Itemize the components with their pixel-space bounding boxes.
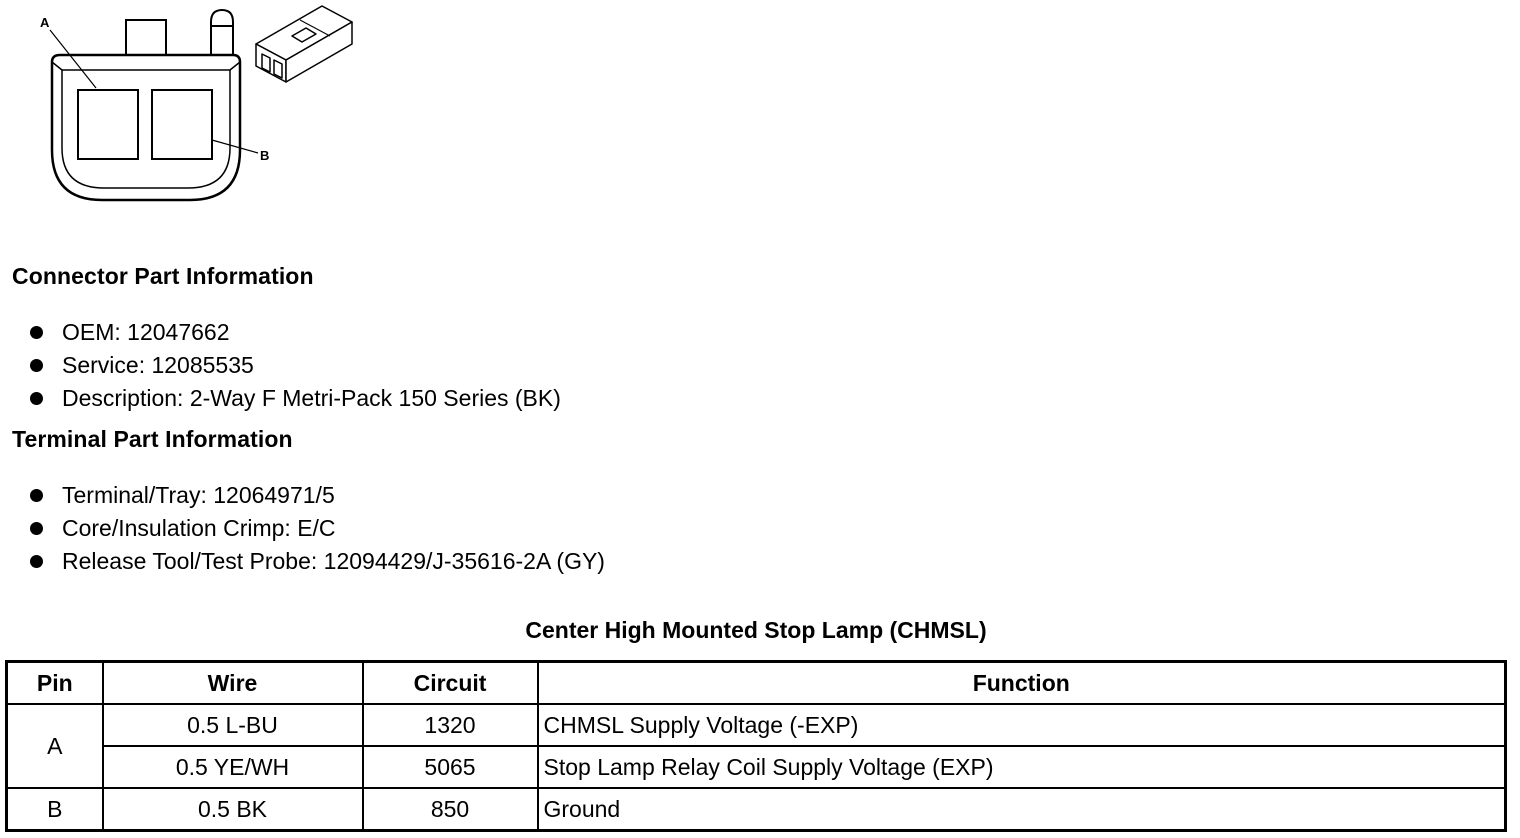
header-pin: Pin xyxy=(7,662,103,705)
connector-face-diagram xyxy=(0,0,400,230)
circuit-cell: 1320 xyxy=(363,704,538,746)
function-cell: CHMSL Supply Voltage (-EXP) xyxy=(538,704,1506,746)
connector-part-info-heading: Connector Part Information xyxy=(12,263,314,289)
circuit-cell: 850 xyxy=(363,788,538,831)
table-header-row xyxy=(7,662,1506,705)
list-item: Service: 12085535 xyxy=(28,349,561,382)
function-cell: Stop Lamp Relay Coil Supply Voltage (EXP) xyxy=(538,746,1506,788)
wire-cell: 0.5 L-BU xyxy=(103,704,363,746)
wire-cell: 0.5 BK xyxy=(103,788,363,831)
list-item: Release Tool/Test Probe: 12094429/J-35616-2A (GY) xyxy=(28,545,605,578)
connector-isometric-icon xyxy=(256,6,352,82)
table-row xyxy=(7,704,1506,746)
terminal-part-info-list xyxy=(28,479,605,578)
header-circuit: Circuit xyxy=(363,662,538,705)
connector-part-info-list xyxy=(28,316,561,415)
wire-cell: 0.5 YE/WH xyxy=(103,746,363,788)
circuit-cell: 5065 xyxy=(363,746,538,788)
terminal-part-info-heading: Terminal Part Information xyxy=(12,426,293,452)
list-item: Description: 2-Way F Metri-Pack 150 Series (BK) xyxy=(28,382,561,415)
header-wire: Wire xyxy=(103,662,363,705)
callout-a-label: A xyxy=(40,15,50,30)
header-function: Function xyxy=(538,662,1506,705)
pin-cell: A xyxy=(7,704,103,788)
pin-table xyxy=(5,660,1507,832)
list-item: Terminal/Tray: 12064971/5 xyxy=(28,479,605,512)
table-row xyxy=(7,746,1506,788)
pin-table-title: Center High Mounted Stop Lamp (CHMSL) xyxy=(525,617,987,643)
function-cell: Ground xyxy=(538,788,1506,831)
list-item: Core/Insulation Crimp: E/C xyxy=(28,512,605,545)
connector-top-tab xyxy=(126,20,166,58)
callout-b-label: B xyxy=(260,148,270,163)
pin-cell: B xyxy=(7,788,103,831)
list-item: OEM: 12047662 xyxy=(28,316,561,349)
table-row xyxy=(7,788,1506,831)
